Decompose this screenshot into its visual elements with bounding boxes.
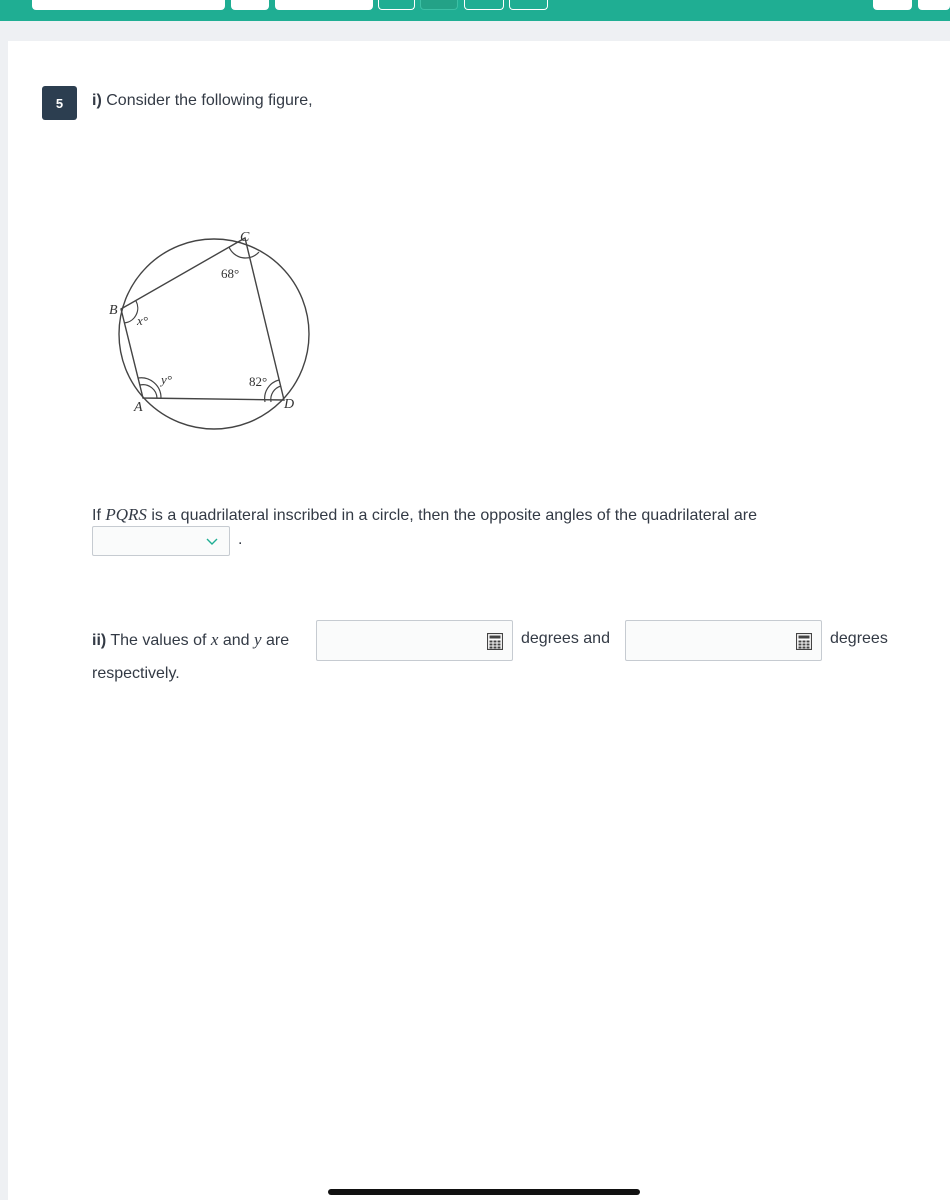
part2-text-b: and	[218, 632, 255, 649]
toolbar-button[interactable]	[231, 0, 269, 10]
dropdown-trailing-period: .	[238, 531, 243, 548]
angle-label-y: y°	[161, 372, 172, 387]
part2-text-a: The values of	[110, 632, 211, 649]
vertex-label-d: D	[284, 397, 295, 412]
part2-prompt	[92, 630, 289, 650]
chevron-down-icon	[205, 534, 219, 548]
angle-label-d: 82°	[249, 374, 268, 389]
vertex-label-a: A	[134, 400, 143, 415]
toolbar-button[interactable]	[873, 0, 912, 10]
part1-prompt	[92, 92, 313, 110]
vertex-label-b: B	[109, 303, 118, 318]
after-input2-text: degrees	[830, 630, 888, 647]
question-number-badge: 5	[42, 86, 77, 120]
opposite-angles-dropdown[interactable]	[92, 526, 230, 556]
toolbar-button[interactable]	[509, 0, 548, 10]
vertex-label-c: C	[240, 230, 250, 245]
home-indicator	[328, 1189, 640, 1195]
angle-arc-b	[124, 301, 138, 323]
x-value-input[interactable]	[316, 620, 513, 661]
cyclic-quadrilateral-figure	[100, 222, 320, 437]
part2-text-c: are	[261, 632, 290, 649]
toolbar-button[interactable]	[918, 0, 950, 10]
toolbar-button[interactable]	[378, 0, 415, 10]
figure-svg	[100, 222, 320, 437]
toolbar-button[interactable]	[464, 0, 504, 10]
statement-suffix: is a quadrilateral inscribed in a circle, then the opposite angles of the quadrilateral are	[146, 507, 758, 524]
between-inputs-text: degrees and	[521, 630, 610, 647]
part2-label: ii)	[92, 632, 107, 649]
statement-line	[92, 505, 757, 525]
part1-text: Consider the following figure,	[106, 92, 313, 109]
angle-label-x: x°	[137, 313, 148, 328]
calculator-icon[interactable]	[487, 633, 503, 650]
var-y: y	[254, 630, 262, 649]
var-x: x	[210, 630, 219, 649]
angle-label-c: 68°	[221, 266, 240, 281]
statement-math-pqrs: PQRS	[105, 505, 147, 524]
toolbar-button[interactable]	[420, 0, 458, 10]
calculator-icon[interactable]	[796, 633, 812, 650]
part1-label: i)	[92, 92, 102, 109]
y-value-input[interactable]	[625, 620, 822, 661]
top-toolbar	[0, 0, 950, 21]
respectively-text: respectively.	[92, 665, 180, 682]
toolbar-button[interactable]	[275, 0, 373, 10]
statement-prefix: If	[92, 507, 106, 524]
toolbar-button[interactable]	[32, 0, 225, 10]
